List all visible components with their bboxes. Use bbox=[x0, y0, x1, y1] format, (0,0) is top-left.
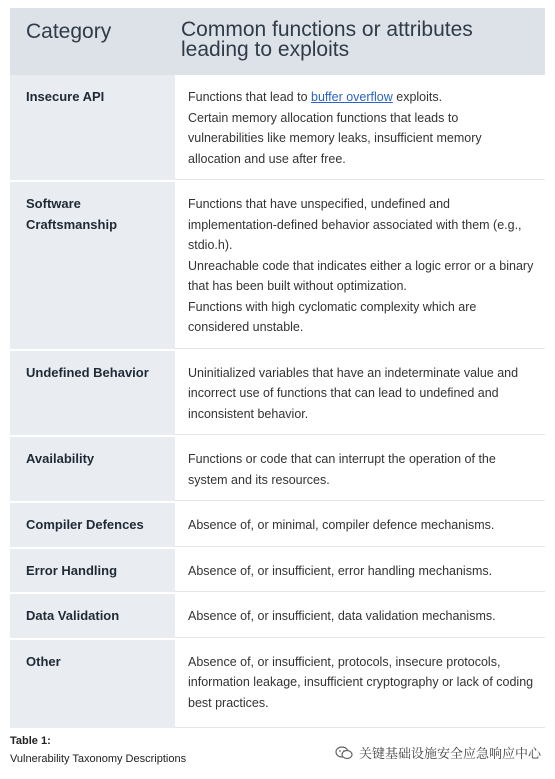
caption-title: Table 1: bbox=[10, 735, 51, 747]
description-cell bbox=[175, 503, 545, 547]
description-cell bbox=[175, 640, 545, 729]
watermark-text: 关键基础设施安全应急响应中心 bbox=[358, 746, 541, 761]
table-row bbox=[10, 594, 545, 640]
description-line: Uninitialized variables that have an indeterminate value and incorrect use of functions that can lead to undefined and inconsistent behavior. bbox=[188, 365, 519, 421]
category-cell: Software Craftsmanship bbox=[10, 182, 175, 349]
description-cell bbox=[175, 549, 545, 593]
table-header bbox=[10, 8, 545, 75]
category-cell: Data Validation bbox=[10, 594, 175, 638]
caption-text: Vulnerability Taxonomy Descriptions bbox=[10, 753, 187, 765]
header-category: Category bbox=[26, 20, 112, 43]
table-row bbox=[10, 75, 545, 182]
table-caption bbox=[10, 732, 186, 768]
description-line: Absence of, or insufficient, protocols, insecure protocols, information leakage, insufficient cryptography or lack of coding best practices. bbox=[188, 654, 534, 710]
description-line: Certain memory allocation functions that leads to vulnerabilities like memory leaks, insufficient memory allocation and use after free. bbox=[188, 110, 482, 166]
table-row bbox=[10, 182, 545, 351]
description-line: Absence of, or minimal, compiler defence mechanisms. bbox=[188, 518, 495, 532]
category-cell: Compiler Defences bbox=[10, 503, 175, 547]
description-line: Absence of, or insufficient, data validation mechanisms. bbox=[188, 609, 496, 623]
description-line: Unreachable code that indicates either a logic error or a binary that has been built without optimization. bbox=[188, 258, 534, 293]
table-row bbox=[10, 640, 545, 731]
description-text: Functions that lead to bbox=[188, 90, 311, 104]
table-row bbox=[10, 503, 545, 549]
description-line: Functions that have unspecified, undefined and implementation-defined behavior associated with them (e.g., stdio.h). bbox=[188, 197, 522, 252]
watermark bbox=[335, 743, 541, 762]
table-row bbox=[10, 351, 545, 438]
category-cell: Other bbox=[10, 640, 175, 729]
description-line: Functions or code that can interrupt the operation of the system and its resources. bbox=[188, 452, 496, 487]
vulnerability-taxonomy-table bbox=[10, 8, 545, 730]
category-cell: Insecure API bbox=[10, 75, 175, 180]
description-line: Functions with high cyclomatic complexity which are considered unstable. bbox=[188, 299, 477, 334]
category-cell: Error Handling bbox=[10, 549, 175, 593]
table-row bbox=[10, 437, 545, 503]
table-body bbox=[10, 75, 545, 730]
description-line: Absence of, or insufficient, error handling mechanisms. bbox=[188, 563, 493, 578]
description-cell bbox=[175, 594, 545, 638]
description-text: exploits. bbox=[392, 90, 443, 104]
buffer-overflow-link[interactable]: buffer overflow bbox=[311, 90, 393, 104]
description-cell bbox=[175, 351, 545, 436]
wechat-icon bbox=[335, 746, 353, 760]
description-cell bbox=[175, 437, 545, 501]
header-functions: Common functions or attributes leading to exploits bbox=[181, 18, 473, 61]
category-cell: Undefined Behavior bbox=[10, 351, 175, 436]
description-line bbox=[188, 87, 535, 108]
description-cell bbox=[175, 182, 545, 349]
table-row bbox=[10, 549, 545, 595]
description-cell bbox=[175, 75, 545, 180]
category-cell: Availability bbox=[10, 437, 175, 501]
